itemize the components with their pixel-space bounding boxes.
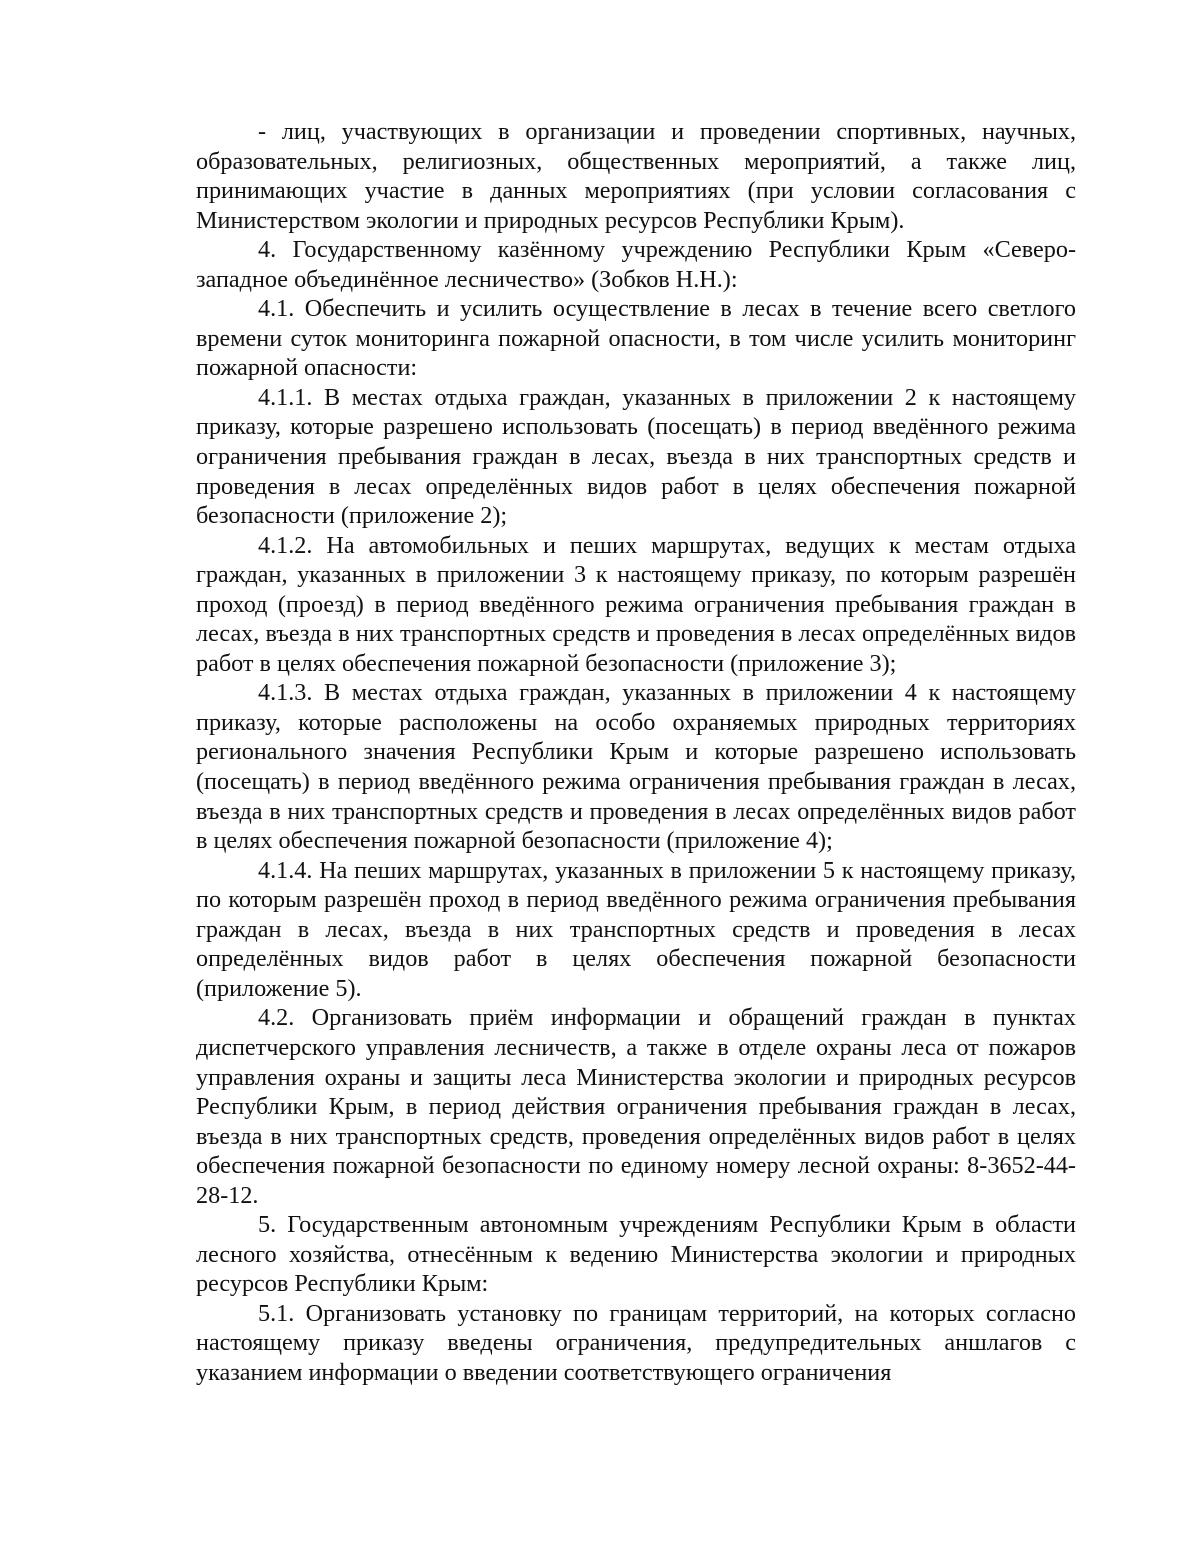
paragraph-4-1: 4.1. Обеспечить и усилить осуществление в лесах в течение всего светлого времени суток мониторинга пожарной опасности, в том числе усилить мониторинг пожарной опасности:: [196, 295, 1076, 382]
paragraph-participants: - лиц, участвующих в организации и проведении спортивных, научных, образовательных, религиозных, общественных мероприятий, а также лиц, принимающих участие в данных мероприятиях (при условии согласования с Министерством экологии и природных ресурсов Республики Крым).: [196, 118, 1076, 234]
paragraph-4-1-1: 4.1.1. В местах отдыха граждан, указанных в приложении 2 к настоящему приказу, которые разрешено использовать (посещать) в период введённого режима ограничения пребывания граждан в лесах, въезда в них транспортных средств и проведения в лесах определённых видов работ в целях обеспечения пожарной безопасности (приложение 2);: [196, 383, 1076, 530]
paragraph-4-1-4: 4.1.4. На пеших маршрутах, указанных в приложении 5 к настоящему приказу, по которым разрешён проход в период введённого режима ограничения пребывания граждан в лесах, въезда в них транспортных средств и проведения в лесах определённых видов работ в целях обеспечения пожарной безопасности (приложение 5).: [196, 856, 1076, 1002]
paragraph-4-1-3: 4.1.3. В местах отдыха граждан, указанных в приложении 4 к настоящему приказу, которые расположены на особо охраняемых природных территориях регионального значения Республики Крым и которые разрешено использовать (посещать) в период введённого режима ограничения пребывания граждан в лесах, въезда в них транспортных средств и проведения в лесах определённых видов работ в целях обеспечения пожарной безопасности (приложение 4);: [196, 679, 1076, 855]
document-body: [196, 117, 1076, 1388]
paragraph-4-1-2: 4.1.2. На автомобильных и пеших маршрутах, ведущих к местам отдыха граждан, указанных в приложении 3 к настоящему приказу, по которым разрешён проход (проезд) в период введённого режима ограничения пребывания граждан в лесах, въезда в них транспортных средств и проведения в лесах определённых видов работ в целях обеспечения пожарной безопасности (приложение 3);: [196, 531, 1076, 677]
paragraph-4: 4. Государственному казённому учреждению Республики Крым «Северо-западное объединённое лесничество» (Зобков Н.Н.):: [196, 236, 1076, 293]
paragraph-4-2: 4.2. Организовать приём информации и обращений граждан в пунктах диспетчерского управления лесничеств, а также в отделе охраны леса от пожаров управления охраны и защиты леса Министерства экологии и природных ресурсов Республики Крым, в период действия ограничения пребывания граждан в лесах, въезда в них транспортных средств, проведения определённых видов работ в целях обеспечения пожарной безопасности по единому номеру лесной охраны: 8-3652-44-28-12.: [196, 1004, 1076, 1209]
paragraph-5: 5. Государственным автономным учреждениям Республики Крым в области лесного хозяйства, отнесённым к ведению Министерства экологии и природных ресурсов Республики Крым:: [196, 1211, 1076, 1298]
paragraph-5-1: 5.1. Организовать установку по границам территорий, на которых согласно настоящему приказу введены ограничения, предупредительных аншлагов с указанием информации о введении соответствующего ограничения: [196, 1299, 1076, 1386]
